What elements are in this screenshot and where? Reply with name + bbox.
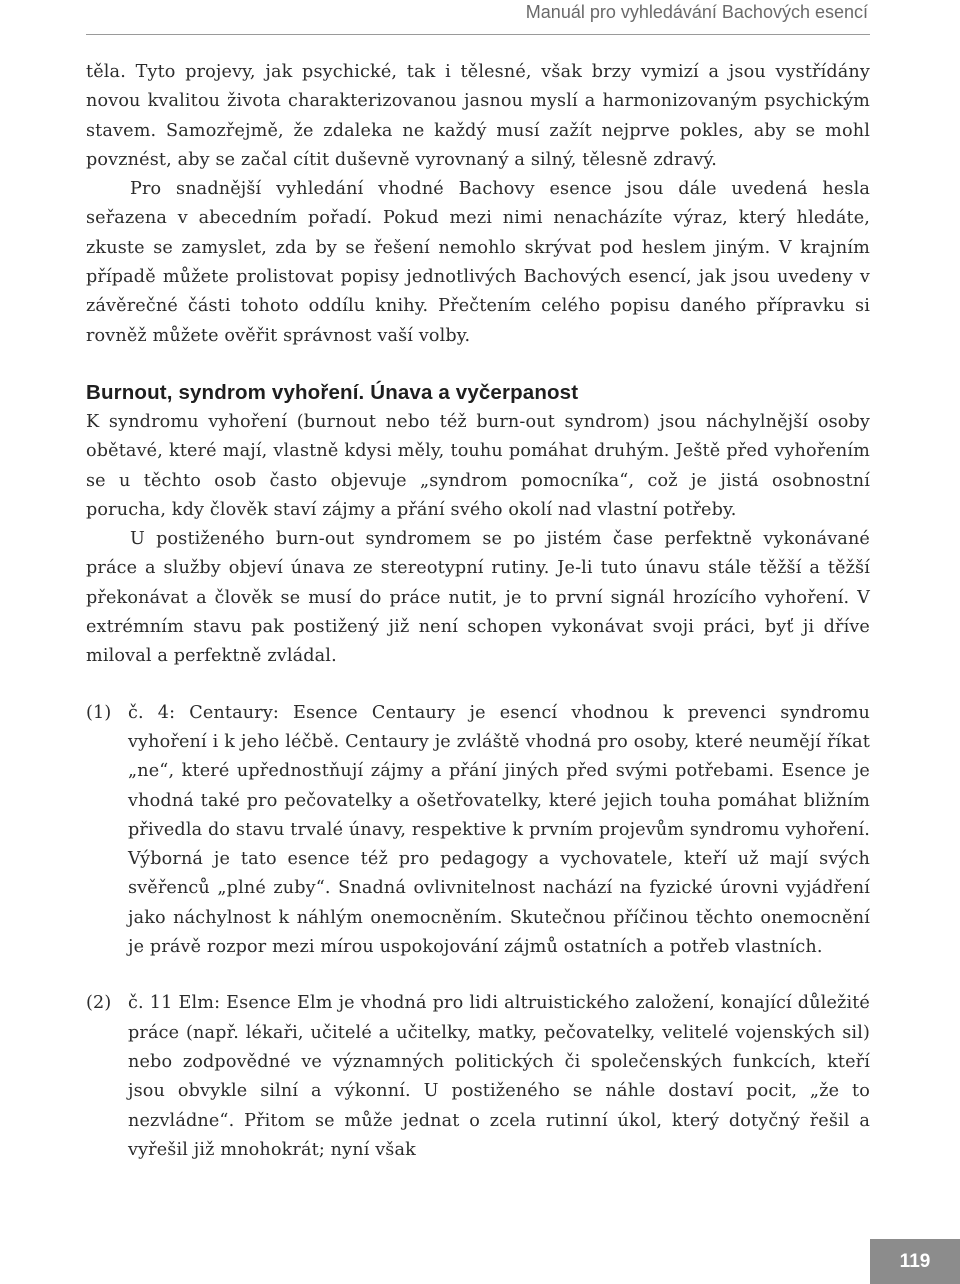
- running-head-title: Manuál pro vyhledávání Bachových esencí: [525, 2, 868, 22]
- page-number: 119: [870, 1240, 960, 1284]
- section-heading: Burnout, syndrom vyhoření. Únava a vyčerpanost: [86, 380, 579, 404]
- page-body: [86, 58, 870, 1192]
- list-item: [86, 699, 870, 963]
- intro-paragraph-2: Pro snadnější vyhledání vhodné Bachovy esence jsou dále uvedená hesla seřazena v abecedním pořadí. Pokud mezi nimi nenacházíte výraz, který hledáte, zkuste se zamyslet, zda by se řešení nemohlo skrývat pod heslem jiným. V krajním případě můžete prolistovat popisy jednotlivých Bachových esencí, jak jsou uvedeny v závěrečné části tohoto oddílu knihy. Přečtením celého popisu daného přípravku si rovněž můžete ověřit správnost vaší volby.: [86, 179, 870, 346]
- list-item: [86, 989, 870, 1165]
- remedy-list: [86, 699, 870, 1165]
- list-item-text: č. 11 Elm: Esence Elm je vhodná pro lidi altruistického založení, konající důležité práce (např. lékaři, učitelé a učitelky, matky, pečovatelky, velitelé vojenských sil) nebo zodpovědné ve významných politických či společenských funkcích, kteří jsou obvykle silní a výkonní. U postiženého se náhle dostaví pocit, „že to nezvládne“. Přitom se může jednat o zcela rutinní úkol, který dotyčný řešil a vyřešil již mnohokrát; nyní však: [128, 993, 870, 1160]
- list-item-number: (1): [86, 702, 112, 723]
- list-item-number: (2): [86, 993, 112, 1014]
- section-paragraph-1: K syndromu vyhoření (burnout nebo též burn-out syndrom) jsou náchylnější osoby obětavé, které mají, vlastně kdysi měly, touhu pomáhat druhým. Ještě před vyhořením se u těchto osob často objevuje „syndrom pomocníka“, což je jistá osobnostní porucha, kdy člověk staví zájmy a přání svého okolí nad vlastní potřeby.: [86, 411, 870, 520]
- section-paragraph-2: U postiženého burn-out syndromem se po jistém čase perfektně vykonávané práce a služby objeví únava ze stereotypní rutiny. Je-li tuto únavu stále těžší a těžší překonávat a člověk se musí do práce nutit, je to první signál hrozícího vyhoření. V extrémním stavu pak postižený již není schopen vykonávat svoji práci, byť ji dříve miloval a perfektně zvládal.: [86, 529, 870, 667]
- header-rule: [86, 34, 870, 35]
- list-item-text: č. 4: Centaury: Esence Centaury je esencí vhodnou k prevenci syndromu vyhoření i k jeho léčbě. Centaury je zvláště vhodná pro osoby, které neumějí říkat „ne“, které upřednostňují zájmy a přání jiných před svými potřebami. Esence je vhodná také pro pečovatelky a ošetřovatelky, které jejich touha pomáhat bližním přivedla do stavu trvalé únavy, respektive k prvním projevům syndromu vyhoření. Výborná je tato esence též pro pedagogy a vychovatele, kteří už mají svých svěřenců „plné zuby“. Snadná ovlivnitelnost nachází na fyzické úrovni vyjádření jako náchylnost k náhlým onemocněním. Skutečnou příčinou těchto onemocnění je právě rozpor mezi mírou uspokojování zájmů ostatních a potřeb vlastních.: [128, 702, 870, 958]
- intro-paragraph-1: těla. Tyto projevy, jak psychické, tak i tělesné, však brzy vymizí a jsou vystřídány novou kvalitou života charakterizovanou jasnou myslí a harmonizovaným psychickým stavem. Samozřejmě, že zdaleka ne každý musí zažít nejprve pokles, aby se mohl povznést, aby se začal cítit duševně vyrovnaný a silný, tělesně zdravý.: [86, 62, 870, 170]
